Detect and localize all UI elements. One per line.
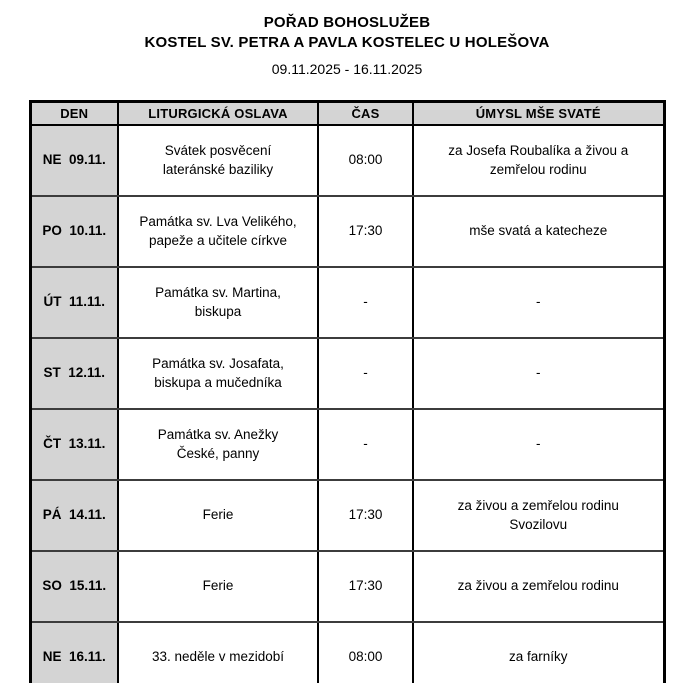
intention-cell: - bbox=[413, 338, 664, 409]
page-title: POŘAD BOHOSLUŽEB bbox=[263, 14, 431, 31]
document-header bbox=[0, 13, 694, 79]
day-date-cell: SO 15.11. bbox=[30, 551, 118, 622]
celebration-cell: Památka sv. Martina, biskupa bbox=[118, 267, 318, 338]
celebration-cell: Památka sv. Anežky České, panny bbox=[118, 409, 318, 480]
column-header-time: ČAS bbox=[318, 102, 413, 126]
time-cell: 08:00 bbox=[318, 125, 413, 196]
time-cell: 08:00 bbox=[318, 622, 413, 683]
table-row bbox=[30, 125, 664, 196]
intention-cell: mše svatá a katecheze bbox=[413, 196, 664, 267]
intention-cell: za živou a zemřelou rodinu bbox=[413, 551, 664, 622]
table-row bbox=[30, 338, 664, 409]
table-row bbox=[30, 267, 664, 338]
intention-cell: - bbox=[413, 409, 664, 480]
day-date-cell: ČT 13.11. bbox=[30, 409, 118, 480]
header-row bbox=[30, 102, 664, 126]
celebration-cell: Ferie bbox=[118, 551, 318, 622]
time-cell: 17:30 bbox=[318, 196, 413, 267]
day-date-cell: ÚT 11.11. bbox=[30, 267, 118, 338]
column-header-intention: ÚMYSL MŠE SVATÉ bbox=[413, 102, 664, 126]
time-cell: 17:30 bbox=[318, 551, 413, 622]
intention-cell: - bbox=[413, 267, 664, 338]
schedule-table-body bbox=[30, 125, 664, 683]
time-cell: - bbox=[318, 409, 413, 480]
table-row bbox=[30, 196, 664, 267]
time-cell: 17:30 bbox=[318, 480, 413, 551]
schedule-table-header bbox=[30, 102, 664, 126]
day-date-cell: ST 12.11. bbox=[30, 338, 118, 409]
day-date-cell: PO 10.11. bbox=[30, 196, 118, 267]
intention-cell: za Josefa Roubalíka a živou a zemřelou rodinu bbox=[413, 125, 664, 196]
celebration-cell: Svátek posvěcení lateránské baziliky bbox=[118, 125, 318, 196]
intention-cell: za živou a zemřelou rodinu Svozilovu bbox=[413, 480, 664, 551]
time-cell: - bbox=[318, 267, 413, 338]
day-date-cell: NE 16.11. bbox=[30, 622, 118, 683]
date-range: 09.11.2025 - 16.11.2025 bbox=[271, 61, 423, 77]
celebration-cell: 33. neděle v mezidobí bbox=[118, 622, 318, 683]
celebration-cell: Ferie bbox=[118, 480, 318, 551]
time-cell: - bbox=[318, 338, 413, 409]
celebration-cell: Památka sv. Lva Velikého, papeže a učitele církve bbox=[118, 196, 318, 267]
day-date-cell: NE 09.11. bbox=[30, 125, 118, 196]
table-row bbox=[30, 551, 664, 622]
day-date-cell: PÁ 14.11. bbox=[30, 480, 118, 551]
table-row bbox=[30, 480, 664, 551]
column-header-day: DEN bbox=[30, 102, 118, 126]
table-row bbox=[30, 622, 664, 683]
celebration-cell: Památka sv. Josafata, biskupa a mučedníka bbox=[118, 338, 318, 409]
church-name: KOSTEL SV. PETRA A PAVLA KOSTELEC U HOLEŠOVA bbox=[144, 34, 550, 51]
table-row bbox=[30, 409, 664, 480]
column-header-celebration: LITURGICKÁ OSLAVA bbox=[118, 102, 318, 126]
intention-cell: za farníky bbox=[413, 622, 664, 683]
schedule-table bbox=[29, 100, 666, 683]
